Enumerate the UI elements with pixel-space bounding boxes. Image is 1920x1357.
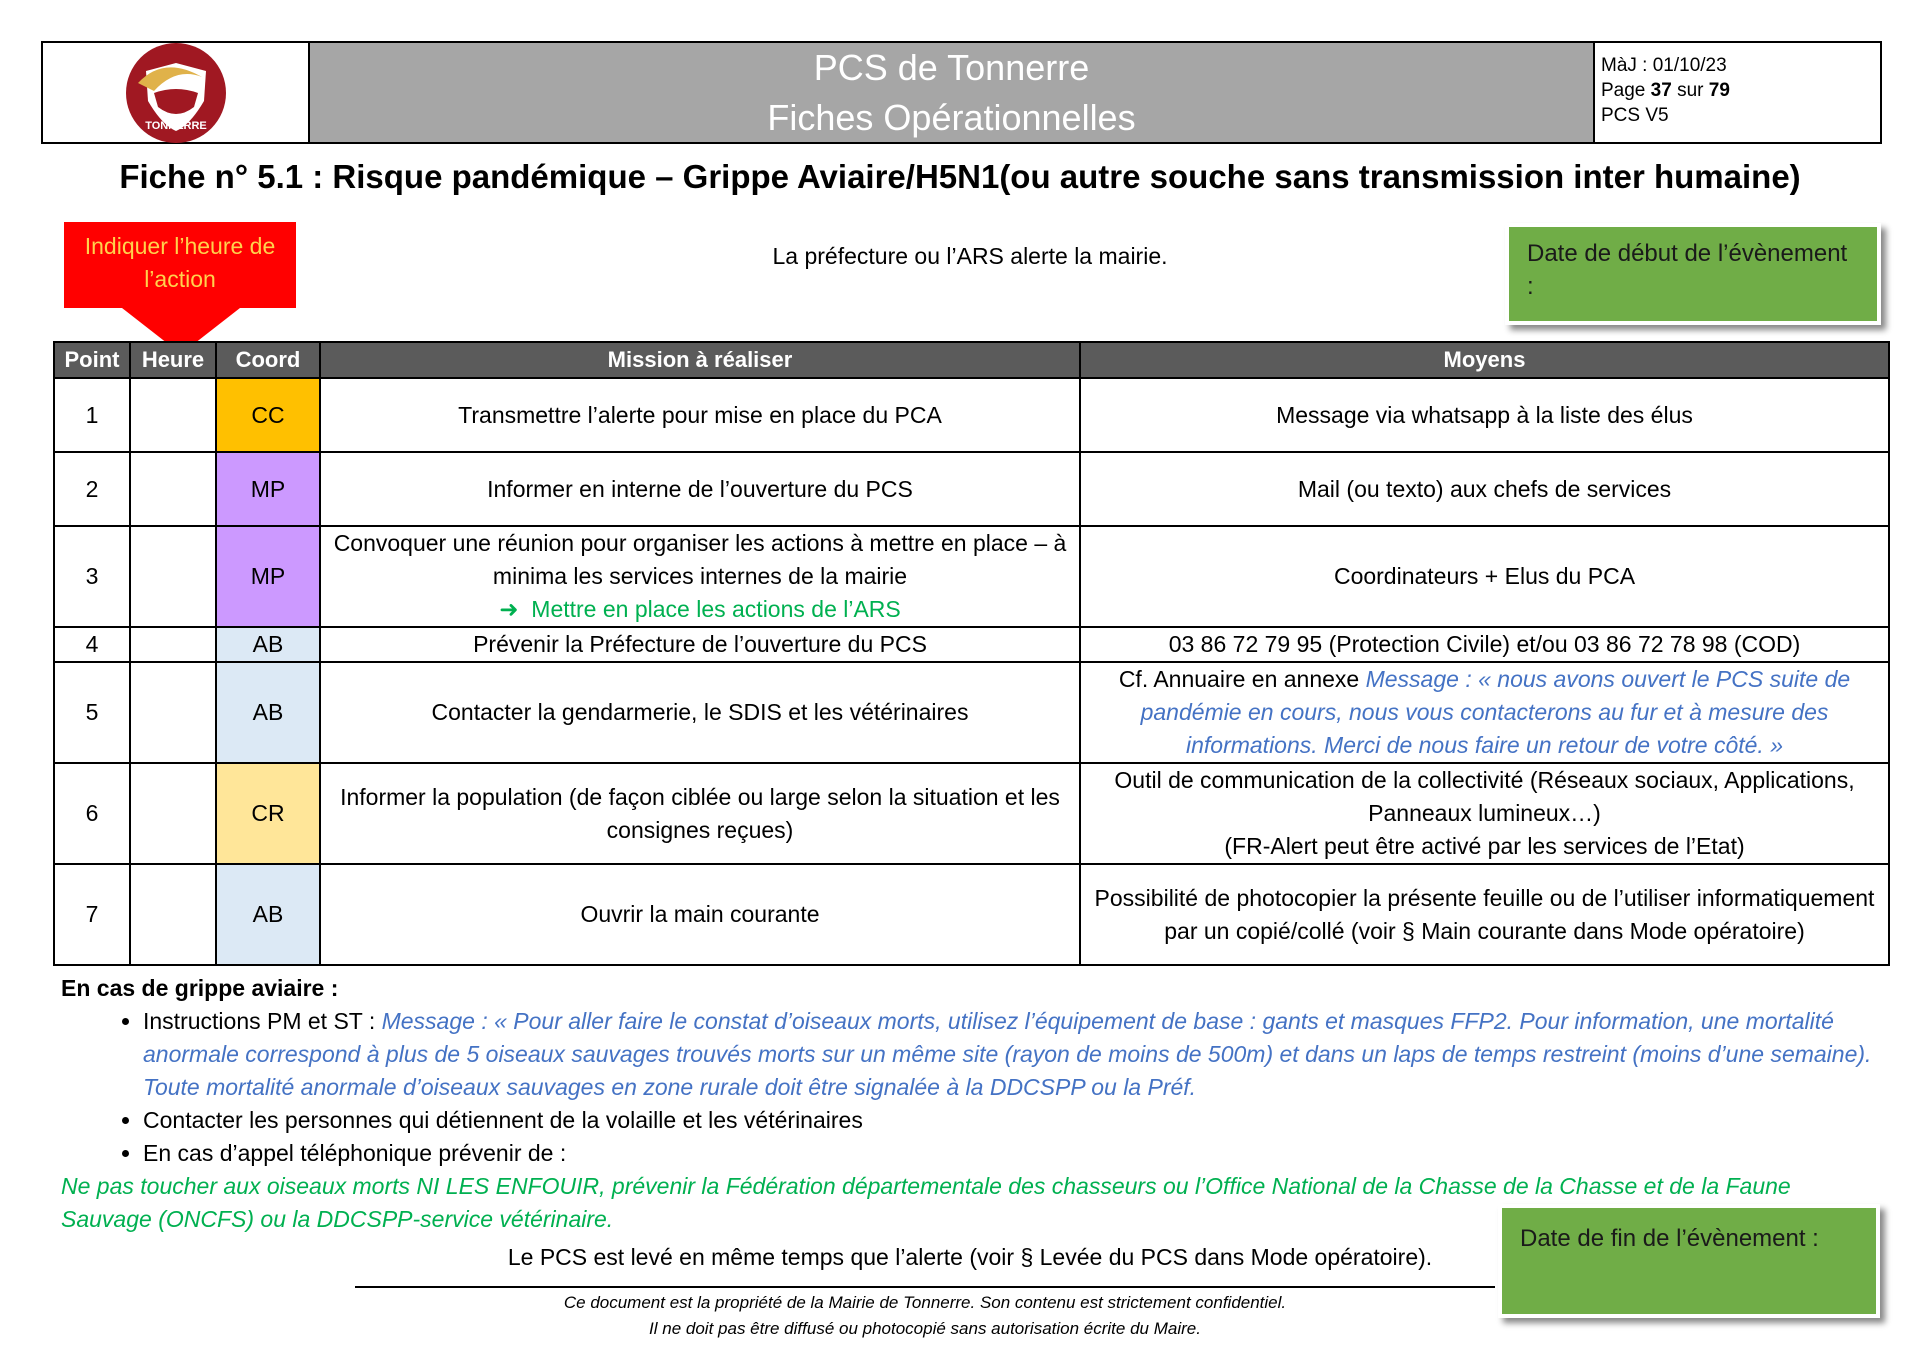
moyens-cell: Coordinateurs + Elus du PCA xyxy=(1080,526,1889,627)
coord-cell: MP xyxy=(216,526,320,627)
table-row xyxy=(54,763,1889,864)
footer xyxy=(355,1290,1495,1342)
notes-section xyxy=(61,972,1891,1236)
table-row xyxy=(54,627,1889,662)
mission-extra-text: Mettre en place les actions de l’ARS xyxy=(531,596,901,622)
update-date: MàJ : 01/10/23 xyxy=(1601,55,1727,76)
heure-cell[interactable] xyxy=(130,526,216,627)
moyens-cell xyxy=(1080,662,1889,763)
heure-cell[interactable] xyxy=(130,763,216,864)
header-heure: Heure xyxy=(130,342,216,378)
coord-cell: CC xyxy=(216,378,320,452)
moyens-text: Cf. Annuaire en annexe xyxy=(1118,666,1360,692)
heure-cell[interactable] xyxy=(130,662,216,763)
pcs-version: PCS V5 xyxy=(1601,105,1669,126)
document-header xyxy=(41,41,1882,144)
mission-cell: Contacter la gendarmerie, le SDIS et les vétérinaires xyxy=(320,662,1080,763)
page-sep: sur xyxy=(1677,80,1704,101)
moyens-cell: Possibilité de photocopier la présente feuille ou de l’utiliser informatiquement par un copié/collé (voir § Main courante dans Mode opératoire) xyxy=(1080,864,1889,965)
heure-cell[interactable] xyxy=(130,378,216,452)
missions-table xyxy=(53,341,1890,966)
table-row xyxy=(54,526,1889,627)
header-title-line1: PCS de Tonnerre xyxy=(813,46,1090,88)
moyens-cell: Mail (ou texto) aux chefs de services xyxy=(1080,452,1889,526)
fiche-title: Fiche n° 5.1 : Risque pandémique – Grippe Aviaire/H5N1(ou autre souche sans transmission inter humaine) xyxy=(119,158,1801,195)
header-moyens: Moyens xyxy=(1080,342,1889,378)
point-cell: 2 xyxy=(54,452,130,526)
closing-text: Le PCS est levé en même temps que l’alerte (voir § Levée du PCS dans Mode opératoire). xyxy=(507,1244,1433,1270)
page-number xyxy=(1601,78,1874,103)
mission-cell: Transmettre l’alerte pour mise en place du PCA xyxy=(320,378,1080,452)
header-meta xyxy=(1595,43,1880,142)
page-prefix: Page xyxy=(1601,80,1646,101)
green-instructions: Ne pas toucher aux oiseaux morts NI LES ENFOUIR, prévenir la Fédération départementale des chasseurs ou l’Office National de la Chasse de la Chasse et de la Faune Sauvage (ONCFS) ou la DDCSPP-service vétérinaire. xyxy=(61,1173,1791,1232)
moyens-extra: (FR-Alert peut être activé par les services de l’Etat) xyxy=(1224,833,1745,859)
list-item: • En cas d’appel téléphonique prévenir de : xyxy=(143,1137,1891,1170)
bullet1-prefix: Instructions PM et ST : xyxy=(143,1008,376,1034)
end-date-label: Date de fin de l’évènement : xyxy=(1520,1225,1819,1252)
table-header-row xyxy=(54,342,1889,378)
moyens-cell: 03 86 72 79 95 (Protection Civile) et/ou 03 86 72 78 98 (COD) xyxy=(1080,627,1889,662)
logo-cell xyxy=(43,43,310,142)
mission-text: Convoquer une réunion pour organiser les actions à mettre en place – à minima les services internes de la mairie xyxy=(333,530,1067,589)
footer-line2: Il ne doit pas être diffusé ou photocopié sans autorisation écrite du Maire. xyxy=(649,1319,1201,1338)
header-title-line2: Fiches Opérationnelles xyxy=(767,96,1136,138)
footer-divider xyxy=(355,1286,1495,1288)
coord-cell: AB xyxy=(216,627,320,662)
mission-cell: Informer en interne de l’ouverture du PCS xyxy=(320,452,1080,526)
arrow-right-icon: ➜ xyxy=(499,596,519,622)
notes-list xyxy=(61,1005,1891,1170)
moyens-cell: Message via whatsapp à la liste des élus xyxy=(1080,378,1889,452)
point-cell: 7 xyxy=(54,864,130,965)
start-date-box[interactable] xyxy=(1505,223,1881,325)
heure-cell[interactable] xyxy=(130,452,216,526)
point-cell: 1 xyxy=(54,378,130,452)
page-total: 79 xyxy=(1708,80,1730,101)
tonnerre-logo xyxy=(124,41,228,145)
mission-cell: Ouvrir la main courante xyxy=(320,864,1080,965)
coord-cell: AB xyxy=(216,864,320,965)
moyens-message: Message : « nous avons ouvert le PCS suite de pandémie en cours, nous vous contacterons au fur et à mesure des informations. Merci de nous faire un retour de votre côté. » xyxy=(1140,666,1851,758)
logo-text: TONNERRE xyxy=(144,119,207,132)
header-point: Point xyxy=(54,342,130,378)
page-current: 37 xyxy=(1650,80,1672,101)
moyens-cell xyxy=(1080,763,1889,864)
mission-cell: Informer la population (de façon ciblée ou large selon la situation et les consignes reçues) xyxy=(320,763,1080,864)
notes-heading: En cas de grippe aviaire : xyxy=(61,975,339,1001)
start-date-label: Date de début de l’évènement : xyxy=(1527,240,1848,300)
header-mission: Mission à réaliser xyxy=(320,342,1080,378)
mission-cell xyxy=(320,526,1080,627)
table-row xyxy=(54,378,1889,452)
table-row xyxy=(54,864,1889,965)
header-title xyxy=(310,43,1595,142)
mission-cell: Prévenir la Préfecture de l’ouverture du PCS xyxy=(320,627,1080,662)
table-row xyxy=(54,662,1889,763)
point-cell: 6 xyxy=(54,763,130,864)
coord-cell: AB xyxy=(216,662,320,763)
header-coord: Coord xyxy=(216,342,320,378)
bullet1-message: Message : « Pour aller faire le constat d’oiseaux morts, utilisez l’équipement de base : gants et masques FFP2. Pour information, une mortalité anormale correspond à plus de 5 oiseaux sauvages trouvés morts sur un même site (rayon de moins de 500m) et dans un laps de temps restreint (moins d’une semaine). Toute mortalité anormale d’oiseaux sauvages en zone rurale doit être signalée à la DDCSPP ou la Préf. xyxy=(143,1008,1872,1100)
intro-text: La préfecture ou l’ARS alerte la mairie. xyxy=(772,243,1168,269)
coord-cell: CR xyxy=(216,763,320,864)
heure-cell[interactable] xyxy=(130,864,216,965)
list-item: • Contacter les personnes qui détiennent de la volaille et les vétérinaires xyxy=(143,1104,1891,1137)
list-item xyxy=(143,1005,1891,1104)
coord-cell: MP xyxy=(216,452,320,526)
mission-extra xyxy=(331,593,1069,626)
moyens-text: Outil de communication de la collectivité (Réseaux sociaux, Applications, Panneaux lumineux…) xyxy=(1114,767,1855,826)
heure-cell[interactable] xyxy=(130,627,216,662)
end-date-box[interactable] xyxy=(1498,1204,1880,1318)
time-callout: Indiquer l’heure de l’action xyxy=(64,222,296,308)
table-row xyxy=(54,452,1889,526)
point-cell: 4 xyxy=(54,627,130,662)
point-cell: 5 xyxy=(54,662,130,763)
footer-line1: Ce document est la propriété de la Mairie de Tonnerre. Son contenu est strictement confidentiel. xyxy=(563,1293,1287,1312)
point-cell: 3 xyxy=(54,526,130,627)
